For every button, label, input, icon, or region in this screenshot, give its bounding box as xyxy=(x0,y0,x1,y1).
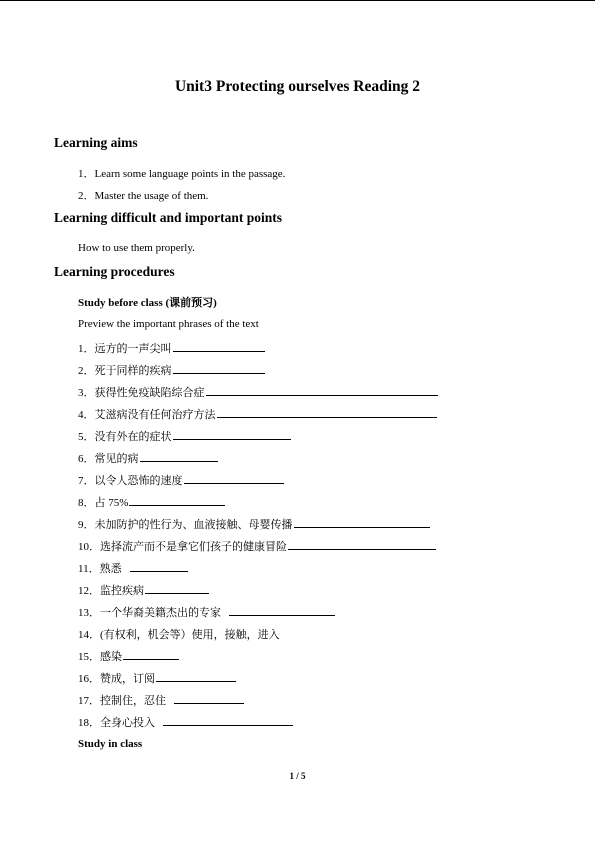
phrase-text: 15．感染 xyxy=(78,651,122,663)
phrase-text: 12．监控疾病 xyxy=(78,585,144,597)
phrase-item xyxy=(78,648,179,664)
answer-blank[interactable] xyxy=(156,671,236,682)
study-in-class: Study in class xyxy=(78,738,143,750)
phrase-item xyxy=(78,714,293,730)
aim-item: 2．Master the usage of them. xyxy=(78,190,209,202)
top-rule xyxy=(0,0,595,1)
phrase-text: 16．赞成，订阅 xyxy=(78,673,155,685)
phrase-item xyxy=(78,692,244,708)
phrase-item xyxy=(78,604,335,620)
phrase-text: 2．死于同样的疾病 xyxy=(78,365,172,377)
answer-blank[interactable] xyxy=(123,649,179,660)
page-number: 1 / 5 xyxy=(289,771,306,781)
phrase-text: 11．熟悉 xyxy=(78,563,122,575)
answer-blank[interactable] xyxy=(129,495,225,506)
answer-blank[interactable] xyxy=(288,539,436,550)
points-text: How to use them properly. xyxy=(78,242,195,254)
heading-difficult-points: Learning difficult and important points xyxy=(54,210,283,225)
document-title: Unit3 Protecting ourselves Reading 2 xyxy=(174,78,421,95)
answer-blank[interactable] xyxy=(130,561,188,572)
heading-procedures: Learning procedures xyxy=(54,264,175,279)
phrase-item xyxy=(78,538,436,554)
phrase-item xyxy=(78,384,438,400)
answer-blank[interactable] xyxy=(206,385,438,396)
answer-blank[interactable] xyxy=(294,517,430,528)
phrase-text: 8．占 75% xyxy=(78,497,129,509)
phrase-item xyxy=(78,428,291,444)
phrase-text: 5．没有外在的症状 xyxy=(78,431,172,443)
phrase-text: 4．艾滋病没有任何治疗方法 xyxy=(78,409,216,421)
phrase-item xyxy=(78,494,225,510)
phrase-text: 6．常见的病 xyxy=(78,453,139,465)
phrase-item xyxy=(78,582,209,598)
answer-blank[interactable] xyxy=(174,693,244,704)
answer-blank[interactable] xyxy=(140,451,218,462)
answer-blank[interactable] xyxy=(163,715,293,726)
answer-blank[interactable] xyxy=(145,583,209,594)
phrase-item xyxy=(78,626,280,642)
phrase-item xyxy=(78,670,236,686)
phrase-text: 18．全身心投入 xyxy=(78,717,155,729)
answer-blank[interactable] xyxy=(173,363,265,374)
answer-blank[interactable] xyxy=(173,341,265,352)
phrase-text: 1．远方的一声尖叫 xyxy=(78,343,172,355)
phrase-item xyxy=(78,362,265,378)
answer-blank[interactable] xyxy=(217,407,437,418)
aim-item: 1．Learn some language points in the passage. xyxy=(78,168,286,180)
phrase-item xyxy=(78,406,437,422)
phrase-item xyxy=(78,340,265,356)
phrase-text: 7．以令人恐怖的速度 xyxy=(78,475,183,487)
study-before-class: Study before class (课前预习) xyxy=(78,297,217,309)
phrase-item xyxy=(78,450,218,466)
phrase-item xyxy=(78,516,430,532)
preview-text: Preview the important phrases of the text xyxy=(78,318,259,330)
phrase-text: 3．获得性免疫缺陷综合症 xyxy=(78,387,205,399)
answer-blank[interactable] xyxy=(173,429,291,440)
phrase-text: 14．(有权利，机会等）使用，接触，进入 xyxy=(78,629,280,641)
phrase-item xyxy=(78,560,188,576)
answer-blank[interactable] xyxy=(184,473,284,484)
heading-learning-aims: Learning aims xyxy=(54,135,138,150)
phrase-text: 10．选择流产而不是拿它们孩子的健康冒险 xyxy=(78,541,287,553)
phrase-text: 9．未加防护的性行为、血液接触、母婴传播 xyxy=(78,519,293,531)
phrase-text: 13．一个华裔美籍杰出的专家 xyxy=(78,607,221,619)
phrase-text: 17．控制住，忍住 xyxy=(78,695,166,707)
phrase-item xyxy=(78,472,284,488)
answer-blank[interactable] xyxy=(229,605,335,616)
